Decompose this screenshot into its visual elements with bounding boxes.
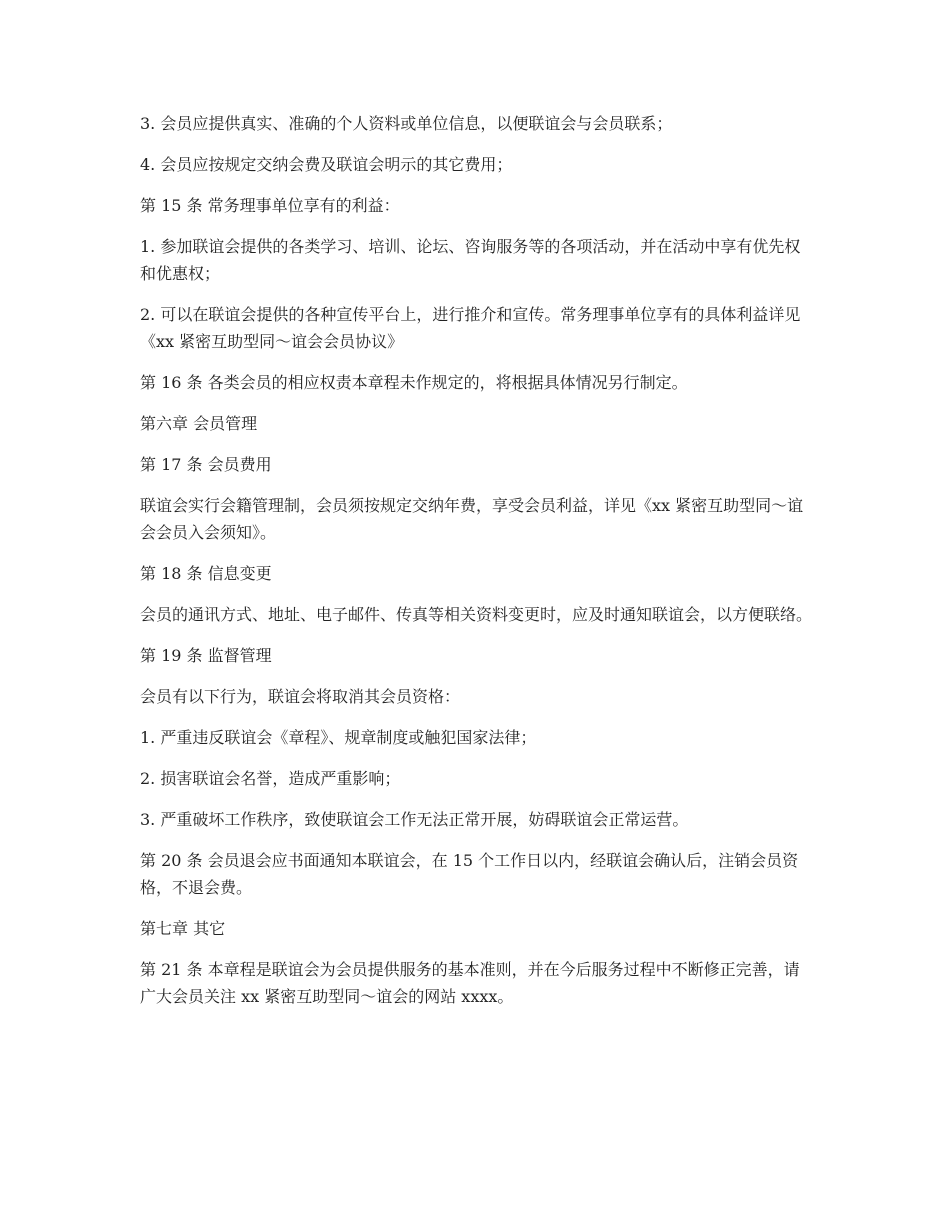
- article-17-body: 联谊会实行会籍管理制，会员须按规定交纳年费，享受会员利益，详见《xx 紧密互助型同～谊会会员入会须知》。: [140, 496, 804, 542]
- chapter-6-heading: 第六章 会员管理: [140, 414, 258, 433]
- clause-4-fees: 4. 会员应按规定交纳会费及联谊会明示的其它费用；: [140, 155, 513, 174]
- article-19-intro: 会员有以下行为，联谊会将取消其会员资格：: [140, 687, 461, 706]
- article-17-heading: 第 17 条 会员费用: [140, 455, 272, 474]
- chapter-7-heading: 第七章 其它: [140, 919, 226, 938]
- article-15-heading: 第 15 条 常务理事单位享有的利益：: [140, 196, 400, 215]
- document-body: [140, 110, 812, 1024]
- article-21: 第 21 条 本章程是联谊会为会员提供服务的基本准则，并在今后服务过程中不断修正完善，请广大会员关注 xx 紧密互助型同～谊会的网站 xxxx。: [140, 960, 800, 1006]
- article-19-item-2: 2. 损害联谊会名誉，造成严重影响；: [140, 769, 401, 788]
- article-15-item-2: 2. 可以在联谊会提供的各种宣传平台上，进行推介和宣传。常务理事单位享有的具体利益详见《xx 紧密互助型同～谊会会员协议》: [140, 305, 801, 351]
- article-20: 第 20 条 会员退会应书面通知本联谊会，在 15 个工作日以内，经联谊会确认后，注销会员资格，不退会费。: [140, 851, 799, 897]
- article-18-heading: 第 18 条 信息变更: [140, 564, 272, 583]
- article-19-item-3: 3. 严重破坏工作秩序，致使联谊会工作无法正常开展，妨碍联谊会正常运营。: [140, 810, 689, 829]
- article-19-item-1: 1. 严重违反联谊会《章程》、规章制度或触犯国家法律；: [140, 728, 537, 747]
- article-19-heading: 第 19 条 监督管理: [140, 646, 272, 665]
- article-18-body: 会员的通讯方式、地址、电子邮件、传真等相关资料变更时，应及时通知联谊会，以方便联络。: [140, 605, 813, 624]
- article-15-item-1: 1. 参加联谊会提供的各类学习、培训、论坛、咨询服务等的各项活动，并在活动中享有优先权和优惠权；: [140, 237, 801, 283]
- article-16: 第 16 条 各类会员的相应权责本章程未作规定的，将根据具体情况另行制定。: [140, 373, 688, 392]
- clause-3-info: 3. 会员应提供真实、准确的个人资料或单位信息，以便联谊会与会员联系；: [140, 114, 673, 133]
